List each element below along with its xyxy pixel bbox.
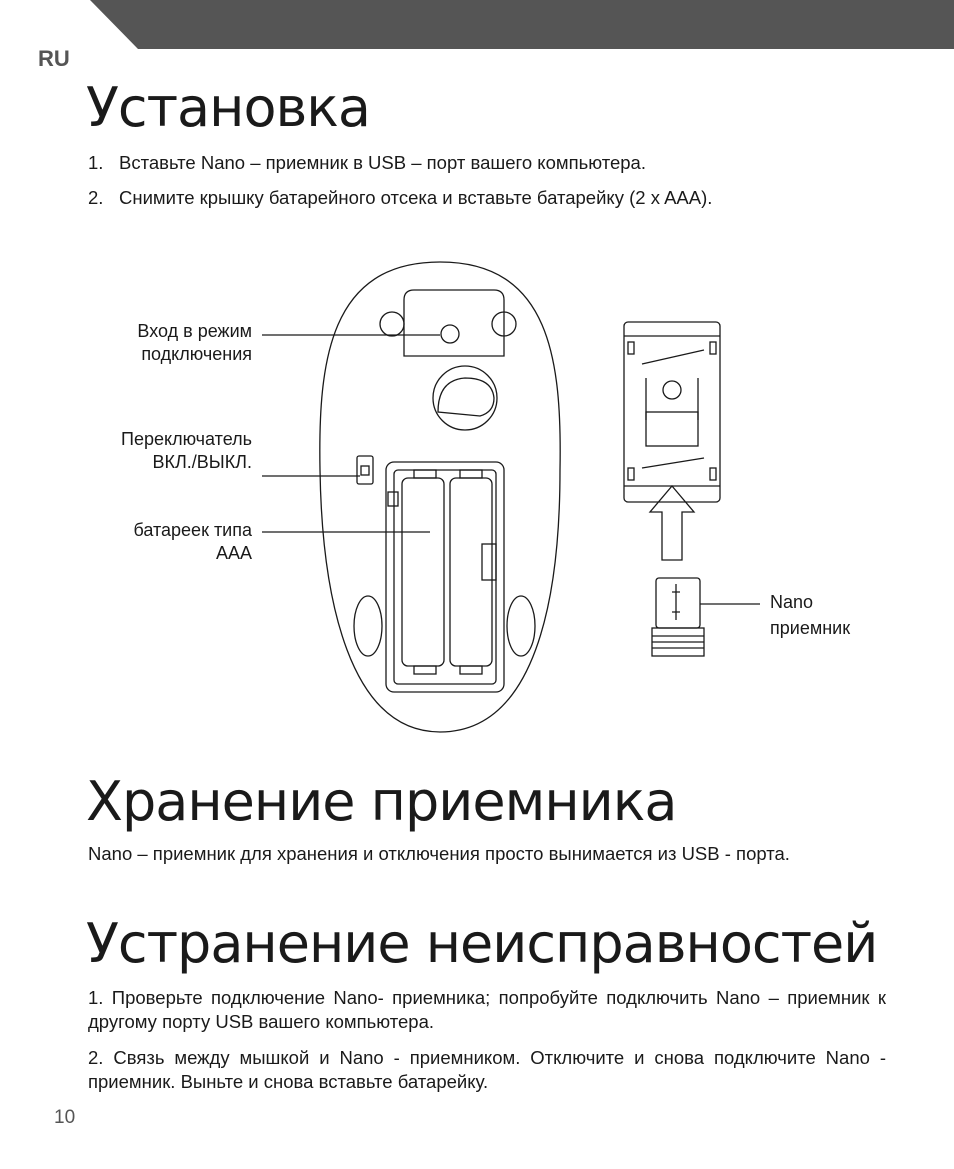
battery-label-line2: AAA	[215, 543, 252, 563]
pairing-button-icon	[441, 325, 459, 343]
nano-receiver-icon	[656, 578, 700, 628]
battery-compartment	[386, 462, 504, 692]
installation-figure	[0, 240, 954, 750]
mouse-diagram	[0, 240, 954, 750]
nano-label	[770, 589, 890, 641]
troubleshooting-title: Устранение неисправностей	[86, 912, 878, 975]
switch-label	[60, 428, 252, 474]
step-number: 1.	[88, 152, 104, 173]
switch-label-line2: ВКЛ./ВЫКЛ.	[152, 452, 252, 472]
power-switch-icon	[357, 456, 373, 484]
pairing-label-line2: подключения	[141, 344, 252, 364]
nano-label-line2: приемник	[770, 618, 851, 638]
step-text: Вставьте Nano – приемник в USB – порт вашего компьютера.	[119, 152, 646, 173]
sensor-icon	[433, 366, 497, 430]
install-step-1	[88, 151, 646, 175]
battery-label	[80, 519, 252, 565]
page-number: 10	[54, 1107, 76, 1128]
mouse-underside-outline	[320, 262, 560, 732]
storage-text: Nano – приемник для хранения и отключения просто вынимается из USB - порта.	[88, 843, 790, 864]
battery-right	[450, 478, 492, 666]
pairing-label	[80, 320, 252, 366]
language-tag: RU	[38, 46, 70, 71]
insert-arrow-icon	[650, 486, 694, 560]
troubleshooting-item-2: 2. Связь между мышкой и Nano - приемником. Отключите и снова подключите Nano - приемник. Выньте и снова вставьте батарейку.	[88, 1047, 886, 1092]
install-step-2	[88, 186, 712, 210]
battery-label-line1: батареек типа	[133, 520, 252, 540]
step-text: Снимите крышку батарейного отсека и вставьте батарейку (2 x AAA).	[119, 187, 713, 208]
left-foot-icon	[380, 312, 404, 336]
troubleshooting-item-1: 1. Проверьте подключение Nano- приемника; попробуйте подключить Nano – приемник к другому порту USB вашего компьютера.	[88, 987, 886, 1032]
storage-title: Хранение приемника	[86, 770, 677, 833]
install-title: Установка	[86, 76, 371, 139]
nano-label-line1: Nano	[770, 592, 814, 612]
battery-left	[402, 478, 444, 666]
header-band	[0, 0, 954, 50]
rear-left-foot	[354, 596, 382, 656]
rear-right-foot	[507, 596, 535, 656]
pairing-label-line1: Вход в режим	[137, 321, 252, 341]
step-number: 2.	[88, 187, 104, 208]
switch-label-line1: Переключатель	[121, 429, 252, 449]
